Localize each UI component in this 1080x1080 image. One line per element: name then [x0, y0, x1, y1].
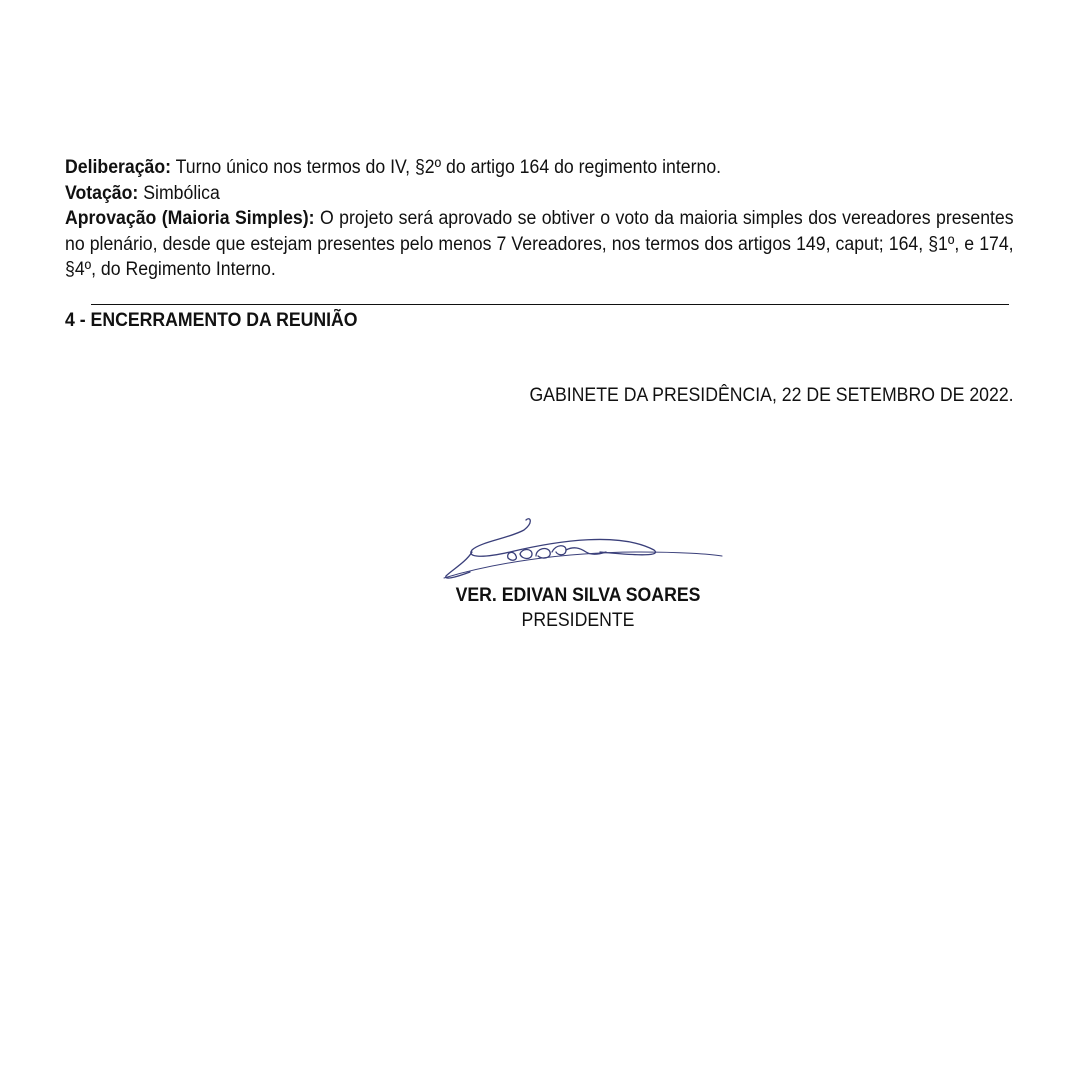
- section-divider: [91, 304, 1009, 305]
- signatory-name: VER. EDIVAN SILVA SOARES: [455, 585, 701, 606]
- signatory-role: PRESIDENTE: [521, 610, 635, 631]
- voting-label: Votação:: [65, 182, 139, 204]
- section-heading: 4 - ENCERRAMENTO DA REUNIÃO: [65, 310, 358, 331]
- voting-text: Simbólica: [138, 182, 220, 204]
- approval-label: Aprovação (Maioria Simples):: [65, 208, 315, 229]
- voting-paragraph: [65, 181, 1014, 207]
- approval-paragraph: [65, 206, 1014, 283]
- approval-text: O projeto será aprovado se obtiver o voto da maioria simples dos vereadores presentes no plenário, desde que estejam presentes pelo menos 7 Vereadores, nos termos dos artigos 149, caput; 164, §1º, e 174, §4º, do Regimento Interno.: [65, 208, 1014, 280]
- deliberation-text: Turno único nos termos do IV, §2º do artigo 164 do regimento interno.: [171, 157, 722, 178]
- handwritten-signature-icon: [440, 512, 730, 588]
- place-date-line: GABINETE DA PRESIDÊNCIA, 22 DE SETEMBRO DE 2022.: [529, 385, 1014, 406]
- document-body: [65, 155, 1014, 283]
- deliberation-label: Deliberação:: [65, 157, 172, 178]
- deliberation-paragraph: [65, 155, 1014, 181]
